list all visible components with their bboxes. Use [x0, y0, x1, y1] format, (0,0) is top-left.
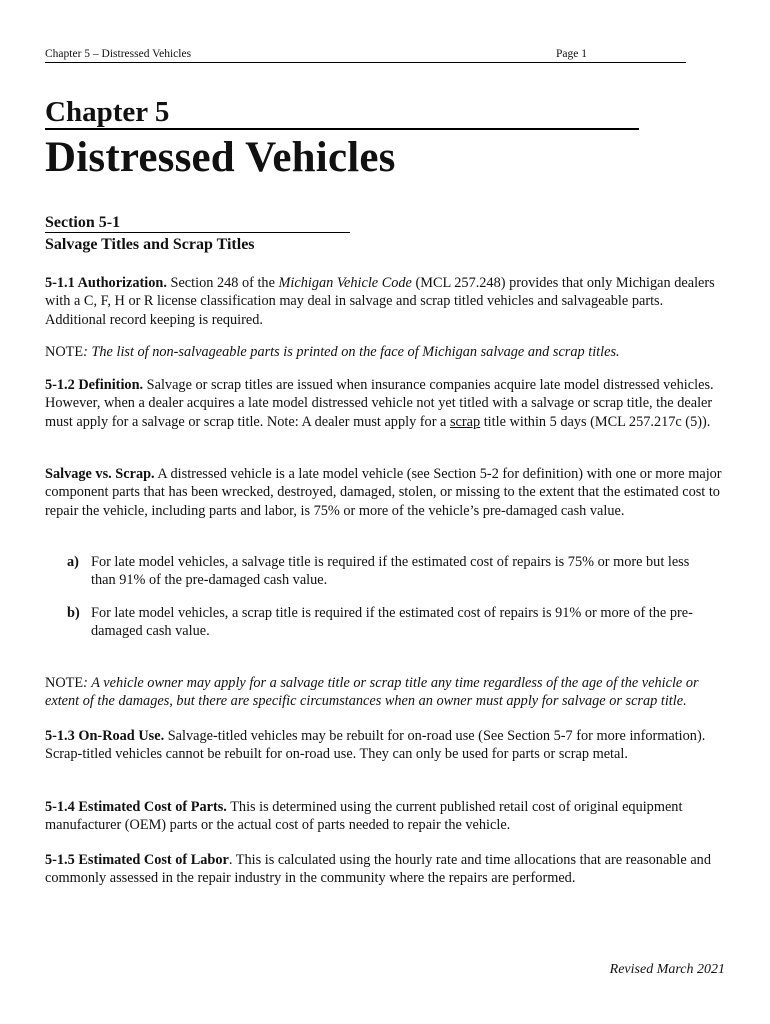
- paragraph-heading: 5-1.4 Estimated Cost of Parts.: [45, 799, 227, 815]
- paragraph-heading: 5-1.3 On-Road Use.: [45, 728, 165, 744]
- chapter-label: Chapter 5: [45, 96, 639, 130]
- list-text: For late model vehicles, a scrap title is required if the estimated cost of repairs is 91% or more of the pre-damaged cash value.: [91, 605, 693, 640]
- note-salvageable-parts: [45, 343, 725, 361]
- paragraph-text: Salvage-titled vehicles may be rebuilt for on-road use (See Section 5-7 for more information). Scrap-titled vehicles cannot be rebuilt for on-road use. They can only be used for parts or scrap metal.: [45, 728, 706, 763]
- paragraph-cost-of-labor: [45, 851, 725, 888]
- emphasis-text: Michigan Vehicle Code: [278, 275, 412, 291]
- note-text: : The list of non-salvageable parts is printed on the face of Michigan salvage and scrap titles.: [83, 344, 620, 360]
- paragraph-on-road-use: [45, 727, 725, 764]
- paragraph-heading: 5-1.2 Definition.: [45, 377, 144, 393]
- paragraph-text: Salvage or scrap titles are issued when insurance companies acquire late model distressed vehicles. However, when a dealer acquires a late model distressed vehicle not yet titled with a salvage or scrap title, the dealer must apply for a salvage or scrap title. Note: A dealer must apply for a: [45, 377, 714, 430]
- list-item-a: [67, 553, 702, 590]
- paragraph-text: (MCL 257.248) provides that only Michigan dealers with a C, F, H or R license classification may deal in salvage and scrap titled vehicles and salvageable parts. Additional record keeping is required.: [45, 275, 715, 328]
- list-marker: b): [67, 605, 80, 621]
- list-item-b: [67, 604, 702, 641]
- header-chapter-title: Chapter 5 – Distressed Vehicles: [45, 48, 192, 60]
- paragraph-salvage-vs-scrap: [45, 465, 725, 520]
- header-page-number: Page 1: [556, 48, 587, 60]
- paragraph-text: This is determined using the current published retail cost of original equipment manufacturer (OEM) parts or the actual cost of parts needed to repair the vehicle.: [45, 799, 683, 834]
- underlined-text: scrap: [449, 413, 481, 430]
- paragraph-text: A distressed vehicle is a late model vehicle (see Section 5-2 for definition) with one or more major component parts that has been wrecked, destroyed, damaged, stolen, or missing to the extent that the estimated cost to repair the vehicle, including parts and labor, is 75% or more of the vehicle’s pre-damaged cash value.: [45, 466, 722, 519]
- note-prefix: NOTE: [45, 344, 84, 360]
- section-label: Section 5-1: [45, 214, 350, 233]
- section-title: Salvage Titles and Scrap Titles: [45, 236, 255, 253]
- paragraph-heading: 5-1.5 Estimated Cost of Labor: [45, 852, 229, 868]
- list-marker: a): [67, 554, 79, 570]
- note-owner-apply: [45, 674, 725, 711]
- paragraph-text: . This is calculated using the hourly rate and time allocations that are reasonable and commonly assessed in the repair industry in the community where the repairs are performed.: [45, 852, 711, 887]
- list-text: For late model vehicles, a salvage title is required if the estimated cost of repairs is 75% or more but less than 91% of the pre-damaged cash value.: [91, 554, 690, 589]
- paragraph-definition: [45, 376, 725, 431]
- paragraph-heading: 5-1.1 Authorization.: [45, 275, 167, 291]
- paragraph-heading: Salvage vs. Scrap.: [45, 466, 155, 482]
- paragraph-text: Section 248 of the: [166, 275, 279, 291]
- chapter-title: Distressed Vehicles: [45, 134, 396, 181]
- revision-footer: Revised March 2021: [609, 962, 725, 977]
- note-prefix: NOTE: [45, 675, 84, 691]
- paragraph-cost-of-parts: [45, 798, 725, 835]
- running-header: [45, 46, 686, 63]
- paragraph-text: title within 5 days (MCL 257.217c (5)).: [480, 413, 711, 430]
- paragraph-authorization: [45, 274, 725, 329]
- note-text: : A vehicle owner may apply for a salvage title or scrap title any time regardless of the age of the vehicle or extent of the damages, but there are specific circumstances when an owner must apply for salvage or scrap title.: [45, 675, 699, 710]
